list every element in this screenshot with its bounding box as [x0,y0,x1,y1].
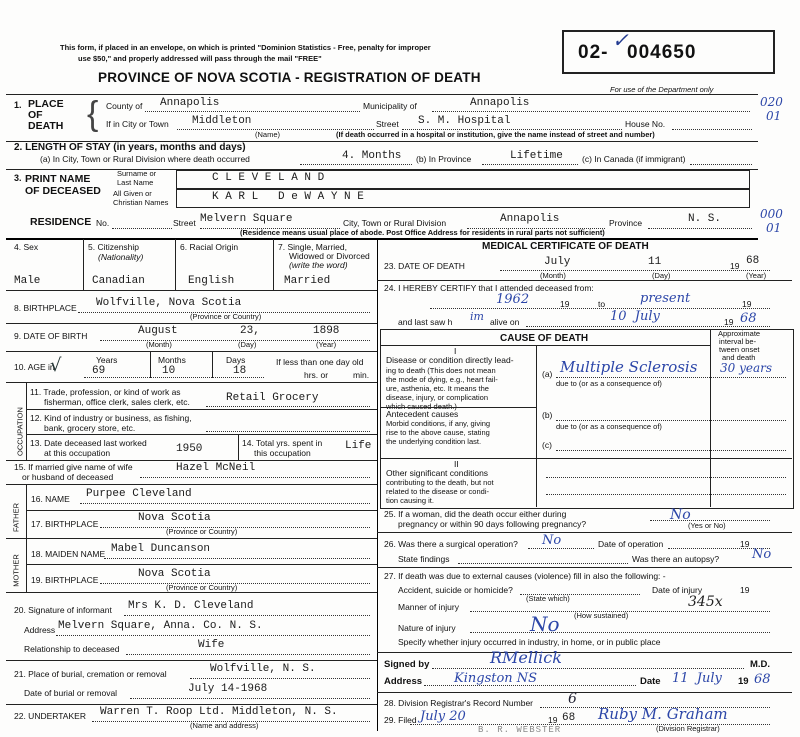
margin-code-2: 01 [766,109,782,123]
section-i-label: I [454,346,457,356]
birthplace-caption: (Province or Country) [190,312,262,321]
physician-address-label: Address [384,676,423,687]
father-name-label: 16. NAME [31,494,70,504]
registrar-stamp: B. R. WEBSTER [478,725,562,735]
municipality-value: Annapolis [470,97,530,109]
death-date-month: July [544,256,571,268]
last-worked-value: 1950 [176,443,203,455]
physician-date-label: Date [640,676,661,687]
cause-a-mark: (a) [542,369,553,379]
surname-value: C L E V E L A N D [212,172,325,184]
given-label-2: Christian Names [113,198,169,207]
place-label-3: DEATH [28,120,64,132]
informant-address-label: Address [24,625,56,635]
residence-street-label: Street [173,218,196,228]
burial-place-value: Wolfville, N. S. [210,663,316,675]
dob-day: 23, [240,325,260,337]
dob-day-caption: (Day) [238,340,257,349]
age-check-mark: √ [50,355,62,376]
name-label-1: PRINT NAME [25,173,91,185]
given-label-1: All Given or [113,189,152,198]
operation-date-century: 19 [740,539,750,549]
department-use-label: For use of the Department only [610,85,714,94]
mother-name-value: Mabel Duncanson [111,543,211,555]
mailing-notice-line-2: use $50," and properly addressed will pass through the mail "FREE" [78,54,322,63]
margin-code-3: 000 [760,207,783,221]
attended-from-value: 1962 [496,292,530,307]
form-title: PROVINCE OF NOVA SCOTIA - REGISTRATION OF DEATH [98,70,481,85]
dob-month-caption: (Month) [146,340,172,349]
total-years-label-2: this occupation [254,448,311,458]
alive-on-year: 68 [740,311,757,326]
death-date-year: 68 [746,255,760,267]
item-number-1: 1. [14,100,22,110]
attended-to-century: 19 [742,299,752,309]
signed-by-label: Signed by [384,659,430,670]
trade-label-2: fisherman, office clerk, sales clerk, etc. [44,397,190,407]
citizenship-sub-label: (Nationality) [98,252,144,262]
birthplace-value: Wolfville, Nova Scotia [96,297,242,309]
physician-date-century: 19 [738,676,749,687]
age-years: 69 [92,365,106,377]
certify-label: 24. I HEREBY CERTIFY that I attended deceased from: [384,283,594,293]
attended-to-value: present [640,291,691,306]
county-value: Annapolis [160,97,220,109]
surname-label-2: Last Name [117,178,154,187]
undertaker-caption: (Name and address) [190,721,259,730]
last-worked-label-1: 13. Date deceased last worked [30,438,147,448]
racial-origin-label: 6. Racial Origin [180,242,239,252]
other-conditions-label-1: Other significant conditions [386,468,489,478]
mother-name-label: 18. MAIDEN NAME [31,549,106,559]
stay-b-value: Lifetime [510,150,563,162]
physician-signature: RMellick [490,648,562,667]
marital-status-value: Married [284,275,331,287]
cause-b-mark: (b) [542,410,553,420]
father-birthplace-value: Nova Scotia [138,512,211,524]
medical-certificate-title: MEDICAL CERTIFICATE OF DEATH [482,241,649,252]
attended-from-century: 19 [560,299,570,309]
length-of-stay-label: 2. LENGTH OF STAY (in years, months and days) [14,142,246,153]
hospital-note: (If death occurred in a hospital or institution, give the name instead of street and number) [336,130,655,139]
residence-note: (Residence means usual place of abode. Post Office Address for residents in rural parts not sufficient) [240,228,605,237]
registrar-caption: (Division Registrar) [656,724,720,733]
stay-b-label: (b) In Province [416,154,472,164]
surgery-answer: No [542,533,562,548]
mother-birthplace-caption: (Province or Country) [166,583,238,592]
burial-date-label: Date of burial or removal [24,688,118,698]
relationship-value: Wife [198,639,225,651]
due-to-label-2: due to (or as a consequence of) [556,422,662,431]
surname-label-1: Surname or [117,169,157,178]
residence-province-label: Province [609,218,643,228]
death-date-label: 23. DATE OF DEATH [384,261,465,271]
given-names-value: K A R L D e W A Y N E [212,191,364,203]
physician-address-value: Kingston NS [454,671,538,686]
injury-location-label: Specify whether injury occurred in industry, in home, or in public place [398,637,661,647]
residence-no-label: No. [96,218,110,228]
registration-number: 004650 [627,42,697,63]
injury-code: 345x [688,594,723,610]
interval-label-4: and death [722,353,756,362]
father-name-value: Purpee Cleveland [86,488,192,500]
death-date-century: 19 [730,261,740,271]
industry-label-1: 12. Kind of industry or business, as fishing, [30,413,192,423]
relationship-label: Relationship to deceased [24,644,120,654]
sex-value: Male [14,275,41,287]
father-birthplace-caption: (Province or Country) [166,527,238,536]
name-caption: (Name) [255,130,281,139]
nature-of-injury-answer: No [530,612,560,636]
immediate-cause-label-1: Disease or condition directly lead- [386,355,514,365]
section-ii-label: II [454,459,459,469]
mother-birthplace-label: 19. BIRTHPLACE [31,575,99,585]
citizenship-label: 5. Citizenship [88,242,140,252]
industry-label-2: bank, grocery store, etc. [44,423,136,433]
place-label-1: PLACE [28,98,64,110]
autopsy-answer: No [752,547,772,562]
spouse-label-1: 15. If married give name of wife [14,462,133,472]
dob-label: 9. DATE OF BIRTH [14,331,88,341]
county-label: County of [106,101,143,111]
spouse-value: Hazel McNeil [176,462,256,474]
antecedent-label-4: the underlying condition last. [386,437,482,446]
md-label: M.D. [750,659,771,670]
antecedent-label-3: rise to the above cause, stating [386,428,490,437]
immediate-cause-label-3: the mode of dying, e.g., heart fail- [386,375,498,384]
burial-date-value: July 14-1968 [188,683,268,695]
check-mark: ✓ [612,28,629,52]
state-findings-label: State findings [398,554,450,564]
filed-year: 68 [562,712,576,724]
cause-a-value: Multiple Sclerosis [560,358,698,376]
alive-on-century: 19 [724,317,734,327]
city-label: If in City or Town [106,119,169,129]
cause-c-mark: (c) [542,440,552,450]
injury-date-century: 19 [740,585,750,595]
birthplace-label: 8. BIRTHPLACE [14,303,77,313]
street-label: Street [376,119,399,129]
marital-label-2: Widowed or Divorced [289,251,370,261]
racial-origin-value: English [188,275,235,287]
interval-label-2: interval be- [719,337,757,346]
mailing-notice-line-1: This form, if placed in an envelope, on which is printed "Dominion Statistics - Free, penalty for improper [60,43,431,52]
total-years-value: Life [345,440,372,452]
street-value: S. M. Hospital [418,115,511,127]
trade-label-1: 11. Trade, profession, or kind of work as [30,387,181,397]
bracket: { [87,95,99,133]
minutes-label: min. [353,370,370,380]
stay-a-label: (a) In City, Town or Rural Division where death occurred [40,154,250,164]
residence-province-value: N. S. [688,213,722,225]
record-number-value: 6 [568,691,577,707]
death-month-caption: (Month) [540,271,566,280]
death-day-caption: (Day) [652,271,671,280]
injury-date-label: Date of injury [652,585,703,595]
last-worked-label-2: at this occupation [44,448,111,458]
hours-label: hrs. or [304,370,329,380]
sex-label: 4. Sex [14,242,39,252]
pregnancy-answer: No [670,507,691,523]
father-birthplace-label: 17. BIRTHPLACE [31,519,99,529]
registration-prefix: 02- [578,42,609,63]
alive-on-label: alive on [490,317,520,327]
operation-date-label: Date of operation [598,539,664,549]
name-label-2: OF DECEASED [25,185,101,197]
immediate-cause-label-5: disease, injury, or complication [386,393,488,402]
citizenship-value: Canadian [92,275,145,287]
burial-place-label: 21. Place of burial, cremation or removal [14,669,167,679]
interval-label-3: tween onset [719,345,760,354]
marital-label-3: (write the word) [289,260,348,270]
due-to-label-1: due to (or as a consequence of) [556,379,662,388]
spouse-label-2: or husband of deceased [22,472,114,482]
state-which-caption: (State which) [526,594,570,603]
mother-side-label: MOTHER [11,554,21,587]
surgery-label: 26. Was there a surgical operation? [384,539,518,549]
interval-label-1: Approximate [718,329,761,338]
occupation-side-label: OCCUPATION [15,407,25,456]
total-years-label-1: 14. Total yrs. spent in [242,438,323,448]
physician-date-year: 68 [754,672,771,687]
informant-signature-value: Mrs K. D. Cleveland [128,600,254,612]
autopsy-label: Was there an autopsy? [632,554,720,564]
dob-year-caption: (Year) [316,340,337,349]
death-date-day: 11 [648,256,662,268]
other-conditions-label-3: related to the disease or condi- [386,487,489,496]
days-label: Days [226,355,246,365]
dob-year: 1898 [313,325,340,337]
stay-a-value: 4. Months [342,150,402,162]
last-saw-label: and last saw h [398,317,453,327]
residence-city-label: City, Town or Rural Division [343,218,447,228]
cause-of-death-title: CAUSE OF DEATH [500,333,589,344]
other-conditions-label-2: contributing to the death, but not [386,478,494,487]
alive-on-value: 10 July [610,309,660,324]
house-label: House No. [625,119,666,129]
other-conditions-label-4: tion causing it. [386,496,434,505]
years-label: Years [96,355,118,365]
last-saw-value: im [470,310,484,323]
pregnancy-question-2: pregnancy or within 90 days following pregnancy? [398,519,587,529]
margin-code-1: 020 [760,95,783,109]
residence-city-value: Annapolis [500,213,560,225]
dob-month: August [138,325,178,337]
attended-to-label: to [598,299,606,309]
place-label-2: OF [28,109,43,121]
cause-a-interval: 30 years [720,361,773,375]
immediate-cause-label-4: ure, asthenia, etc. It means the [386,384,489,393]
death-year-caption: (Year) [746,271,767,280]
margin-code-4: 01 [766,221,782,235]
mother-birthplace-value: Nova Scotia [138,568,211,580]
age-months: 10 [162,365,176,377]
filed-date: July 20 [420,709,466,724]
residence-label: RESIDENCE [30,216,92,228]
age-label: 10. AGE in [14,362,55,372]
physician-date-value: 11 July [672,671,722,686]
antecedent-label-2: Morbid conditions, if any, giving [386,419,491,428]
item-number-3: 3. [14,173,22,183]
pregnancy-question-1: 25. If a woman, did the death occur either during [384,509,567,519]
registrar-signature: Ruby M. Graham [598,705,728,723]
manner-of-injury-label: Manner of injury [398,602,459,612]
filed-century: 19 [548,715,558,725]
pregnancy-caption: (Yes or No) [688,521,726,530]
age-days: 18 [233,365,247,377]
informant-address-value: Melvern Square, Anna. Co. N. S. [58,620,263,632]
father-side-label: FATHER [11,502,21,533]
trade-value: Retail Grocery [226,392,319,404]
months-label: Months [158,355,186,365]
undertaker-value: Warren T. Roop Ltd. Middleton, N. S. [100,706,338,718]
nature-of-injury-label: Nature of injury [398,623,456,633]
immediate-cause-label-2: ing to death (This does not mean [386,366,496,375]
record-number-label: 28. Division Registrar's Record Number [384,698,534,708]
municipality-label: Municipality of [363,101,417,111]
city-value: Middleton [192,115,252,127]
undertaker-label: 22. UNDERTAKER [14,711,86,721]
residence-street-value: Melvern Square [200,213,293,225]
marital-label-1: 7. Single, Married, [278,242,347,252]
stay-c-label: (c) In Canada (if immigrant) [582,154,686,164]
antecedent-label-1: Antecedent causes [386,409,459,419]
how-sustained-caption: (How sustained) [574,611,629,620]
accident-label: Accident, suicide or homicide? [398,585,513,595]
external-causes-label: 27. If death was due to external causes (violence) fill in also the following: - [384,571,666,581]
filed-label: 29. Filed [384,715,417,725]
under-day-label: If less than one day old [276,357,364,367]
informant-signature-label: 20. Signature of informant [14,605,112,615]
